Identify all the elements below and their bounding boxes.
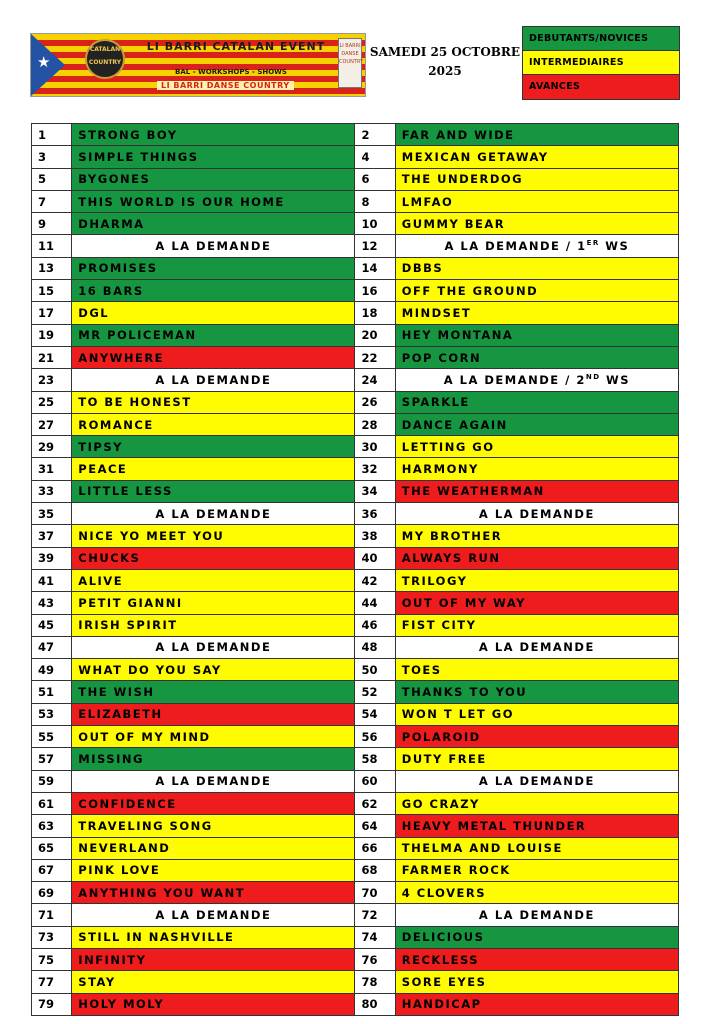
song-number: 79 bbox=[32, 993, 72, 1015]
song-title: A LA DEMANDE bbox=[395, 503, 678, 525]
song-title: DANCE AGAIN bbox=[395, 413, 678, 435]
table-row bbox=[32, 124, 679, 146]
song-number: 72 bbox=[355, 904, 395, 926]
song-title: GO CRAZY bbox=[395, 792, 678, 814]
song-number: 62 bbox=[355, 792, 395, 814]
song-number: 55 bbox=[32, 726, 72, 748]
catalan-country-logo: CATALAN COUNTRY bbox=[85, 39, 125, 79]
song-number: 71 bbox=[32, 904, 72, 926]
legend-intermediaires: INTERMEDIAIRES bbox=[523, 51, 679, 75]
song-title: THE WISH bbox=[72, 681, 355, 703]
song-title: FAR AND WIDE bbox=[395, 124, 678, 146]
song-title: NEVERLAND bbox=[72, 837, 355, 859]
song-title: STILL IN NASHVILLE bbox=[72, 926, 355, 948]
banner-subtitle: BAL - WORKSHOPS - SHOWS bbox=[175, 68, 287, 76]
table-row bbox=[32, 369, 679, 391]
ordinal-suffix: ND bbox=[585, 373, 601, 382]
song-title: LITTLE LESS bbox=[72, 480, 355, 502]
song-title: THE UNDERDOG bbox=[395, 168, 678, 190]
song-number: 80 bbox=[355, 993, 395, 1015]
legend-debutants: DEBUTANTS/NOVICES bbox=[523, 27, 679, 51]
star-icon: ★ bbox=[37, 53, 51, 71]
song-number: 58 bbox=[355, 748, 395, 770]
song-title-tail: WS bbox=[599, 239, 630, 254]
table-row bbox=[32, 859, 679, 881]
table-row bbox=[32, 770, 679, 792]
song-number: 7 bbox=[32, 190, 72, 212]
song-title: PINK LOVE bbox=[72, 859, 355, 881]
legend-avances: AVANCES bbox=[523, 75, 679, 99]
song-title: OFF THE GROUND bbox=[395, 280, 678, 302]
table-row bbox=[32, 324, 679, 346]
song-number: 77 bbox=[32, 971, 72, 993]
song-title: POP CORN bbox=[395, 346, 678, 368]
song-title: A LA DEMANDE bbox=[72, 235, 355, 257]
song-title: A LA DEMANDE bbox=[72, 636, 355, 658]
table-row bbox=[32, 146, 679, 168]
song-number: 31 bbox=[32, 458, 72, 480]
song-number: 16 bbox=[355, 280, 395, 302]
song-title: TRILOGY bbox=[395, 569, 678, 591]
table-row bbox=[32, 614, 679, 636]
table-row bbox=[32, 458, 679, 480]
table-row bbox=[32, 592, 679, 614]
table-row bbox=[32, 302, 679, 324]
song-title: RECKLESS bbox=[395, 948, 678, 970]
song-title: TRAVELING SONG bbox=[72, 815, 355, 837]
table-row bbox=[32, 547, 679, 569]
playlist-table bbox=[31, 123, 679, 1016]
song-number: 37 bbox=[32, 525, 72, 547]
song-title: SPARKLE bbox=[395, 391, 678, 413]
banner-title: LI BARRI CATALAN EVENT bbox=[146, 40, 326, 53]
song-title: LETTING GO bbox=[395, 436, 678, 458]
li-barri-logo: LI BARRI DANSE COUNTRY bbox=[338, 38, 362, 88]
song-title: A LA DEMANDE bbox=[395, 770, 678, 792]
table-row bbox=[32, 792, 679, 814]
song-title: HOLY MOLY bbox=[72, 993, 355, 1015]
song-number: 3 bbox=[32, 146, 72, 168]
song-number: 68 bbox=[355, 859, 395, 881]
song-title: THE WEATHERMAN bbox=[395, 480, 678, 502]
song-number: 69 bbox=[32, 882, 72, 904]
song-title: A LA DEMANDE bbox=[72, 503, 355, 525]
song-number: 34 bbox=[355, 480, 395, 502]
table-row bbox=[32, 726, 679, 748]
song-title: TO BE HONEST bbox=[72, 391, 355, 413]
song-number: 47 bbox=[32, 636, 72, 658]
song-number: 1 bbox=[32, 124, 72, 146]
table-row bbox=[32, 904, 679, 926]
song-number: 9 bbox=[32, 213, 72, 235]
song-number: 32 bbox=[355, 458, 395, 480]
song-title: A LA DEMANDE bbox=[72, 904, 355, 926]
song-number: 51 bbox=[32, 681, 72, 703]
song-number: 57 bbox=[32, 748, 72, 770]
song-number: 42 bbox=[355, 569, 395, 591]
song-number: 4 bbox=[355, 146, 395, 168]
song-title: MEXICAN GETAWAY bbox=[395, 146, 678, 168]
song-number: 76 bbox=[355, 948, 395, 970]
song-number: 20 bbox=[355, 324, 395, 346]
song-title: WHAT DO YOU SAY bbox=[72, 659, 355, 681]
date-line-1: SAMEDI 25 OCTOBRE bbox=[369, 45, 521, 59]
song-title: MISSING bbox=[72, 748, 355, 770]
song-number: 22 bbox=[355, 346, 395, 368]
song-title: MR POLICEMAN bbox=[72, 324, 355, 346]
song-number: 33 bbox=[32, 480, 72, 502]
song-title: IRISH SPIRIT bbox=[72, 614, 355, 636]
song-number: 10 bbox=[355, 213, 395, 235]
song-number: 48 bbox=[355, 636, 395, 658]
song-title: HEY MONTANA bbox=[395, 324, 678, 346]
song-title: BYGONES bbox=[72, 168, 355, 190]
song-title: MY BROTHER bbox=[395, 525, 678, 547]
song-title: ELIZABETH bbox=[72, 703, 355, 725]
song-number: 13 bbox=[32, 257, 72, 279]
song-title: A LA DEMANDE bbox=[72, 369, 355, 391]
table-row bbox=[32, 926, 679, 948]
banner-club-name: LI BARRI DANSE COUNTRY bbox=[157, 81, 294, 90]
song-title: PEACE bbox=[72, 458, 355, 480]
song-title: STAY bbox=[72, 971, 355, 993]
table-row bbox=[32, 748, 679, 770]
song-number: 28 bbox=[355, 413, 395, 435]
song-number: 66 bbox=[355, 837, 395, 859]
song-title: PETIT GIANNI bbox=[72, 592, 355, 614]
song-number: 65 bbox=[32, 837, 72, 859]
song-title-text: A LA DEMANDE / 2 bbox=[443, 372, 586, 387]
song-number: 44 bbox=[355, 592, 395, 614]
table-row bbox=[32, 413, 679, 435]
song-number: 18 bbox=[355, 302, 395, 324]
song-title: NICE YO MEET YOU bbox=[72, 525, 355, 547]
table-row bbox=[32, 168, 679, 190]
song-number: 21 bbox=[32, 346, 72, 368]
table-row bbox=[32, 703, 679, 725]
song-number: 56 bbox=[355, 726, 395, 748]
song-title: WON T LET GO bbox=[395, 703, 678, 725]
table-row bbox=[32, 346, 679, 368]
song-title: SORE EYES bbox=[395, 971, 678, 993]
table-row bbox=[32, 837, 679, 859]
song-title: CONFIDENCE bbox=[72, 792, 355, 814]
song-number: 25 bbox=[32, 391, 72, 413]
song-title: OUT OF MY MIND bbox=[72, 726, 355, 748]
table-row bbox=[32, 948, 679, 970]
song-number: 6 bbox=[355, 168, 395, 190]
song-title: CHUCKS bbox=[72, 547, 355, 569]
song-number: 45 bbox=[32, 614, 72, 636]
song-number: 67 bbox=[32, 859, 72, 881]
song-title: HEAVY METAL THUNDER bbox=[395, 815, 678, 837]
table-row bbox=[32, 659, 679, 681]
song-number: 75 bbox=[32, 948, 72, 970]
song-title bbox=[395, 235, 678, 257]
song-title: THIS WORLD IS OUR HOME bbox=[72, 190, 355, 212]
level-legend bbox=[522, 26, 680, 100]
song-number: 64 bbox=[355, 815, 395, 837]
song-title: A LA DEMANDE bbox=[72, 770, 355, 792]
song-number: 14 bbox=[355, 257, 395, 279]
table-row bbox=[32, 235, 679, 257]
song-number: 15 bbox=[32, 280, 72, 302]
song-title: LMFAO bbox=[395, 190, 678, 212]
song-title bbox=[395, 369, 678, 391]
song-number: 2 bbox=[355, 124, 395, 146]
song-number: 41 bbox=[32, 569, 72, 591]
song-title: A LA DEMANDE bbox=[395, 636, 678, 658]
table-row bbox=[32, 569, 679, 591]
song-number: 46 bbox=[355, 614, 395, 636]
song-number: 26 bbox=[355, 391, 395, 413]
song-title: 4 CLOVERS bbox=[395, 882, 678, 904]
table-row bbox=[32, 525, 679, 547]
song-title: FARMER ROCK bbox=[395, 859, 678, 881]
event-banner bbox=[30, 33, 366, 97]
table-row bbox=[32, 280, 679, 302]
song-title-tail: WS bbox=[600, 372, 631, 387]
song-number: 39 bbox=[32, 547, 72, 569]
song-number: 23 bbox=[32, 369, 72, 391]
song-title: ALWAYS RUN bbox=[395, 547, 678, 569]
song-title: DBBS bbox=[395, 257, 678, 279]
song-title: A LA DEMANDE bbox=[395, 904, 678, 926]
song-number: 54 bbox=[355, 703, 395, 725]
song-number: 36 bbox=[355, 503, 395, 525]
table-row bbox=[32, 993, 679, 1015]
song-title: INFINITY bbox=[72, 948, 355, 970]
song-title: PROMISES bbox=[72, 257, 355, 279]
song-number: 40 bbox=[355, 547, 395, 569]
song-title: ANYTHING YOU WANT bbox=[72, 882, 355, 904]
table-row bbox=[32, 503, 679, 525]
song-number: 38 bbox=[355, 525, 395, 547]
song-title-text: A LA DEMANDE / 1 bbox=[444, 239, 587, 254]
table-row bbox=[32, 971, 679, 993]
table-row bbox=[32, 436, 679, 458]
song-number: 78 bbox=[355, 971, 395, 993]
song-title: THELMA AND LOUISE bbox=[395, 837, 678, 859]
song-title: SIMPLE THINGS bbox=[72, 146, 355, 168]
table-row bbox=[32, 815, 679, 837]
song-title: TIPSY bbox=[72, 436, 355, 458]
song-title: ANYWHERE bbox=[72, 346, 355, 368]
song-title: POLAROID bbox=[395, 726, 678, 748]
song-number: 29 bbox=[32, 436, 72, 458]
song-number: 63 bbox=[32, 815, 72, 837]
event-date bbox=[365, 43, 525, 81]
song-title: OUT OF MY WAY bbox=[395, 592, 678, 614]
song-number: 70 bbox=[355, 882, 395, 904]
song-number: 17 bbox=[32, 302, 72, 324]
table-row bbox=[32, 391, 679, 413]
song-number: 27 bbox=[32, 413, 72, 435]
ordinal-suffix: ER bbox=[586, 239, 600, 248]
song-number: 74 bbox=[355, 926, 395, 948]
song-number: 24 bbox=[355, 369, 395, 391]
song-title: MINDSET bbox=[395, 302, 678, 324]
table-row bbox=[32, 480, 679, 502]
song-title: DHARMA bbox=[72, 213, 355, 235]
song-number: 49 bbox=[32, 659, 72, 681]
table-row bbox=[32, 636, 679, 658]
song-number: 43 bbox=[32, 592, 72, 614]
song-number: 5 bbox=[32, 168, 72, 190]
song-number: 59 bbox=[32, 770, 72, 792]
song-number: 60 bbox=[355, 770, 395, 792]
song-number: 61 bbox=[32, 792, 72, 814]
song-number: 11 bbox=[32, 235, 72, 257]
song-title: DGL bbox=[72, 302, 355, 324]
song-title: DUTY FREE bbox=[395, 748, 678, 770]
song-number: 50 bbox=[355, 659, 395, 681]
song-number: 73 bbox=[32, 926, 72, 948]
song-title: HANDICAP bbox=[395, 993, 678, 1015]
song-title: DELICIOUS bbox=[395, 926, 678, 948]
song-number: 52 bbox=[355, 681, 395, 703]
song-number: 19 bbox=[32, 324, 72, 346]
song-title: HARMONY bbox=[395, 458, 678, 480]
song-title: 16 BARS bbox=[72, 280, 355, 302]
song-number: 30 bbox=[355, 436, 395, 458]
song-number: 53 bbox=[32, 703, 72, 725]
song-title: FIST CITY bbox=[395, 614, 678, 636]
song-title: GUMMY BEAR bbox=[395, 213, 678, 235]
date-line-2: 2025 bbox=[428, 64, 462, 78]
table-row bbox=[32, 213, 679, 235]
table-row bbox=[32, 190, 679, 212]
song-title: THANKS TO YOU bbox=[395, 681, 678, 703]
table-row bbox=[32, 681, 679, 703]
song-title: ROMANCE bbox=[72, 413, 355, 435]
table-row bbox=[32, 257, 679, 279]
table-row bbox=[32, 882, 679, 904]
song-number: 8 bbox=[355, 190, 395, 212]
song-title: STRONG BOY bbox=[72, 124, 355, 146]
song-number: 12 bbox=[355, 235, 395, 257]
song-title: TOES bbox=[395, 659, 678, 681]
song-title: ALIVE bbox=[72, 569, 355, 591]
song-number: 35 bbox=[32, 503, 72, 525]
